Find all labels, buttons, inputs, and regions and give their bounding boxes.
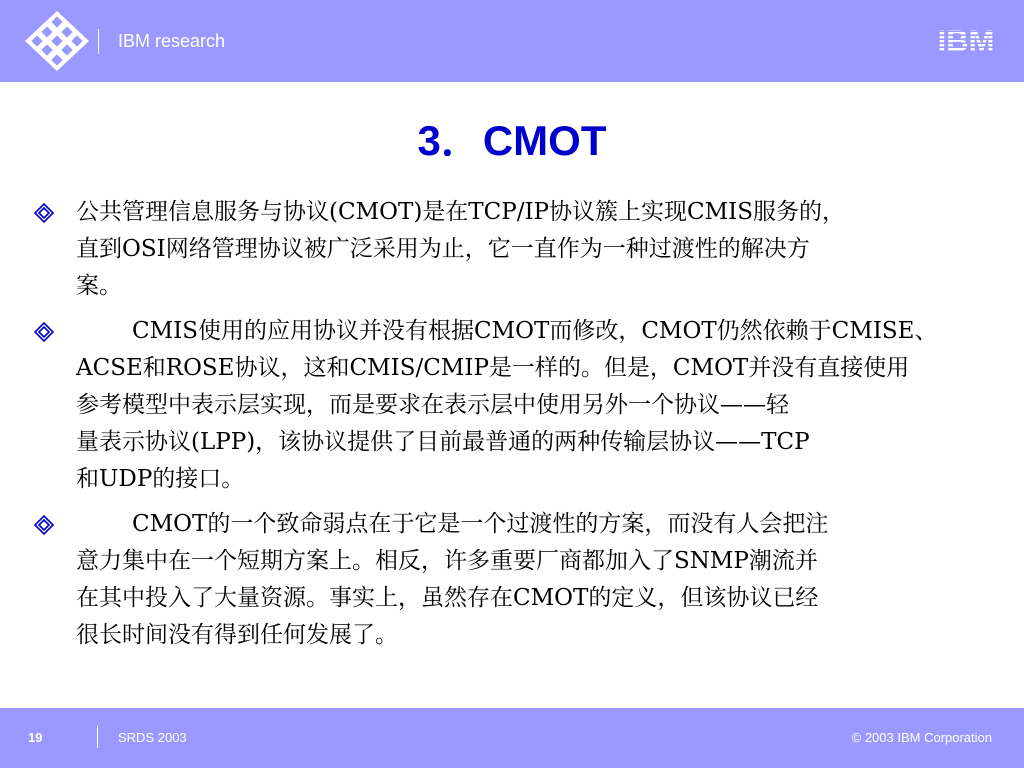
footer-divider	[97, 726, 98, 748]
header-label: IBM research	[118, 31, 226, 51]
bullet-line: 参考模型中表示层实现，而是要求在表示层中使用另外一个协议——轻	[76, 392, 789, 418]
ibm-logo	[930, 24, 1002, 56]
bullet-item	[34, 194, 1014, 305]
bullet-line: 直到OSI网络管理协议被广泛采用为止，它一直作为一种过渡性的解决方	[76, 236, 810, 262]
diamond-grid-icon	[24, 10, 90, 72]
slide-title: 3．CMOT	[417, 117, 607, 164]
page-number: 19	[28, 730, 43, 745]
bullet-line: 公共管理信息服务与协议(CMOT)是在TCP/IP协议簇上实现CMIS服务的，	[76, 199, 846, 225]
diamond-bullet-icon	[34, 322, 54, 342]
bullet-item	[34, 506, 1014, 654]
slide-content	[34, 194, 1014, 662]
bullet-line: 案。	[76, 273, 122, 299]
bullet-line: CMOT的一个致命弱点在于它是一个过渡性的方案，而没有人会把注	[132, 511, 829, 537]
header-divider	[98, 29, 99, 54]
bullet-line: ACSE和ROSE协议，这和CMIS/CMIP是一样的。但是，CMOT并没有直接使用	[76, 355, 910, 381]
diamond-bullet-icon	[34, 203, 54, 223]
bullet-item	[34, 313, 1014, 498]
bullet-line: 量表示协议(LPP)，该协议提供了目前最普通的两种传输层协议——TCP	[76, 429, 810, 455]
bullet-line: 很长时间没有得到任何发展了。	[76, 622, 398, 648]
footer-copyright: © 2003 IBM Corporation	[851, 730, 992, 745]
bullet-line: 在其中投入了大量资源。事实上，虽然存在CMOT的定义，但该协议已经	[76, 585, 819, 611]
bullet-line: 意力集中在一个短期方案上。相反，许多重要厂商都加入了SNMP潮流并	[76, 548, 818, 574]
svg-text:IBM: IBM	[937, 24, 995, 56]
footer-bar	[0, 708, 1024, 768]
header-bar	[0, 0, 1024, 82]
footer-event-label: SRDS 2003	[118, 730, 187, 745]
bullet-line: CMIS使用的应用协议并没有根据CMOT而修改，CMOT仍然依赖于CMISE、	[132, 318, 938, 344]
diamond-bullet-icon	[34, 515, 54, 535]
bullet-line: 和UDP的接口。	[76, 466, 245, 492]
